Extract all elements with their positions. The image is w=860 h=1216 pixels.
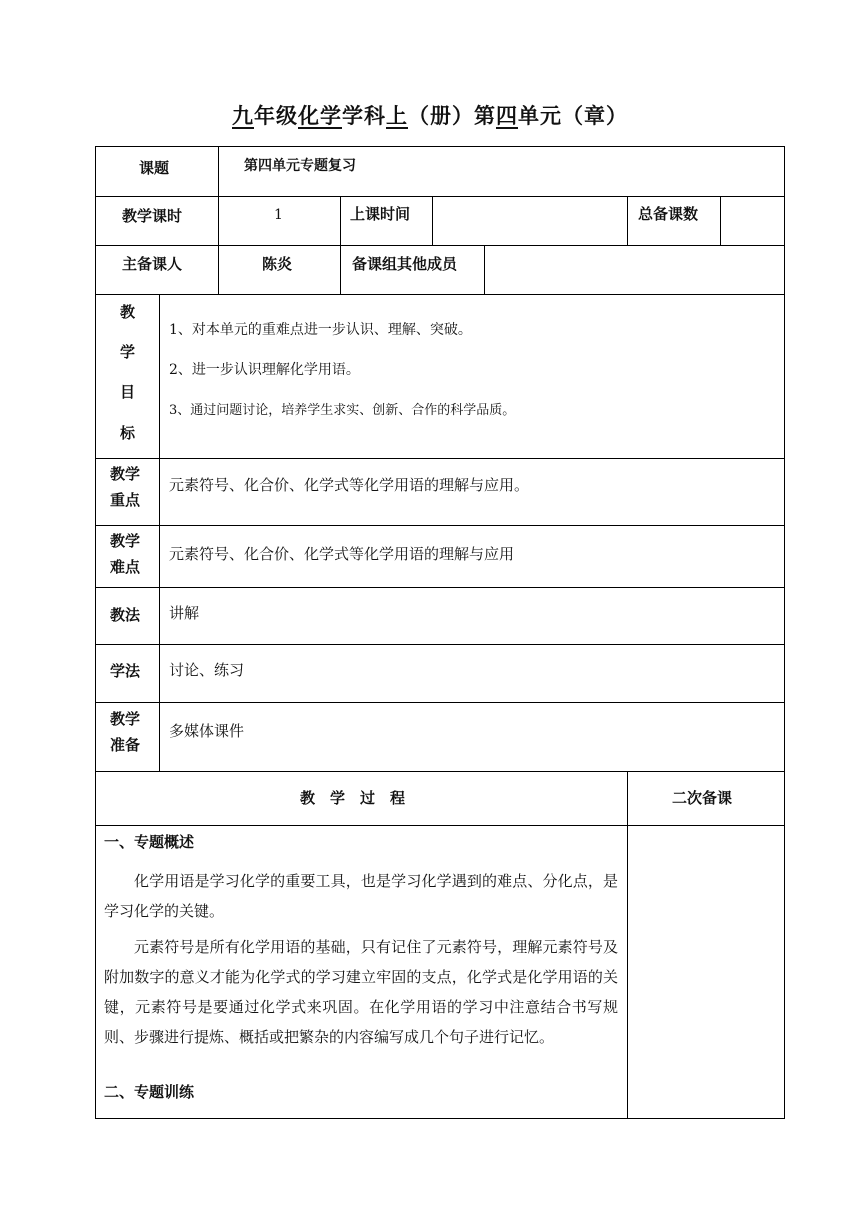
method-value-cell [159, 587, 785, 645]
key-value: 元素符号、化合价、化学式等化学用语的理解与应用。 [169, 476, 530, 494]
grade-label: 年级 [254, 104, 298, 128]
goals-label-char-2: 学 [120, 343, 136, 361]
topic-value: 第四单元专题复习 [244, 158, 356, 174]
subject-label: 学科 [342, 104, 386, 128]
overview-paragraph-2: 元素符号是所有化学用语的基础，只有记住了元素符号，理解元素符号及附加数字的意义才能为化学式的学习建立牢固的支点，化学式是化学用语的关键，元素符号是要通过化学式来巩固。在化学用语的学习中注意结合书写规则、步骤进行提炼、概括或把繁杂的内容编写成几个句子进行记忆。 [104, 938, 618, 1046]
study-value: 讨论、练习 [169, 661, 245, 679]
method-value: 讲解 [169, 604, 200, 622]
section-training-heading: 二、专题训练 [104, 1083, 195, 1101]
goals-label-char-1: 教 [120, 303, 136, 321]
volume-value: 上 [386, 104, 408, 128]
second-prep-header: 二次备课 [672, 789, 733, 807]
preparer-label: 主备课人 [122, 255, 183, 273]
time-value-cell [432, 196, 628, 246]
page-title [0, 100, 860, 130]
unit-label: 单元（章） [518, 104, 628, 128]
topic-label: 课题 [139, 159, 170, 177]
prep-value-cell [159, 702, 785, 772]
goal-item-2: 2、进一步认识理解化学用语。 [169, 362, 360, 378]
preparer-value: 陈炎 [262, 255, 293, 273]
goals-label-char-4: 标 [120, 424, 136, 442]
grade-value: 九 [232, 104, 254, 128]
diff-label-line-2: 难点 [110, 558, 141, 576]
members-value-cell [484, 245, 785, 295]
goals-label-char-3: 目 [120, 383, 136, 401]
volume-label: （册）第 [408, 104, 496, 128]
key-label-line-2: 重点 [110, 491, 141, 509]
total-label: 总备课数 [638, 205, 699, 223]
key-label-line-1: 教学 [110, 465, 141, 483]
study-label: 学法 [110, 662, 141, 680]
method-label: 教法 [110, 606, 141, 624]
total-value-cell [720, 196, 785, 246]
subject-value: 化学 [298, 104, 342, 128]
goal-item-3: 3、通过问题讨论，培养学生求实、创新、合作的科学品质。 [169, 403, 516, 418]
diff-value: 元素符号、化合价、化学式等化学用语的理解与应用 [169, 545, 515, 563]
unit-value: 四 [496, 104, 518, 128]
prep-label-line-1: 教学 [110, 710, 141, 728]
time-label: 上课时间 [350, 205, 411, 223]
prep-label-line-2: 准备 [110, 736, 141, 754]
study-value-cell [159, 644, 785, 703]
section-overview-heading: 一、专题概述 [104, 833, 195, 851]
goal-item-1: 1、对本单元的重难点进一步认识、理解、突破。 [169, 322, 472, 338]
members-label: 备课组其他成员 [352, 255, 458, 273]
prep-value: 多媒体课件 [169, 722, 245, 740]
hours-label: 教学课时 [122, 207, 183, 225]
diff-label-line-1: 教学 [110, 532, 141, 550]
hours-value: 1 [274, 207, 283, 223]
second-prep-body-cell [627, 825, 785, 1119]
process-header: 教 学 过 程 [300, 789, 406, 807]
overview-paragraph-1: 化学用语是学习化学的重要工具，也是学习化学遇到的难点、分化点，是学习化学的关键。 [104, 872, 618, 920]
